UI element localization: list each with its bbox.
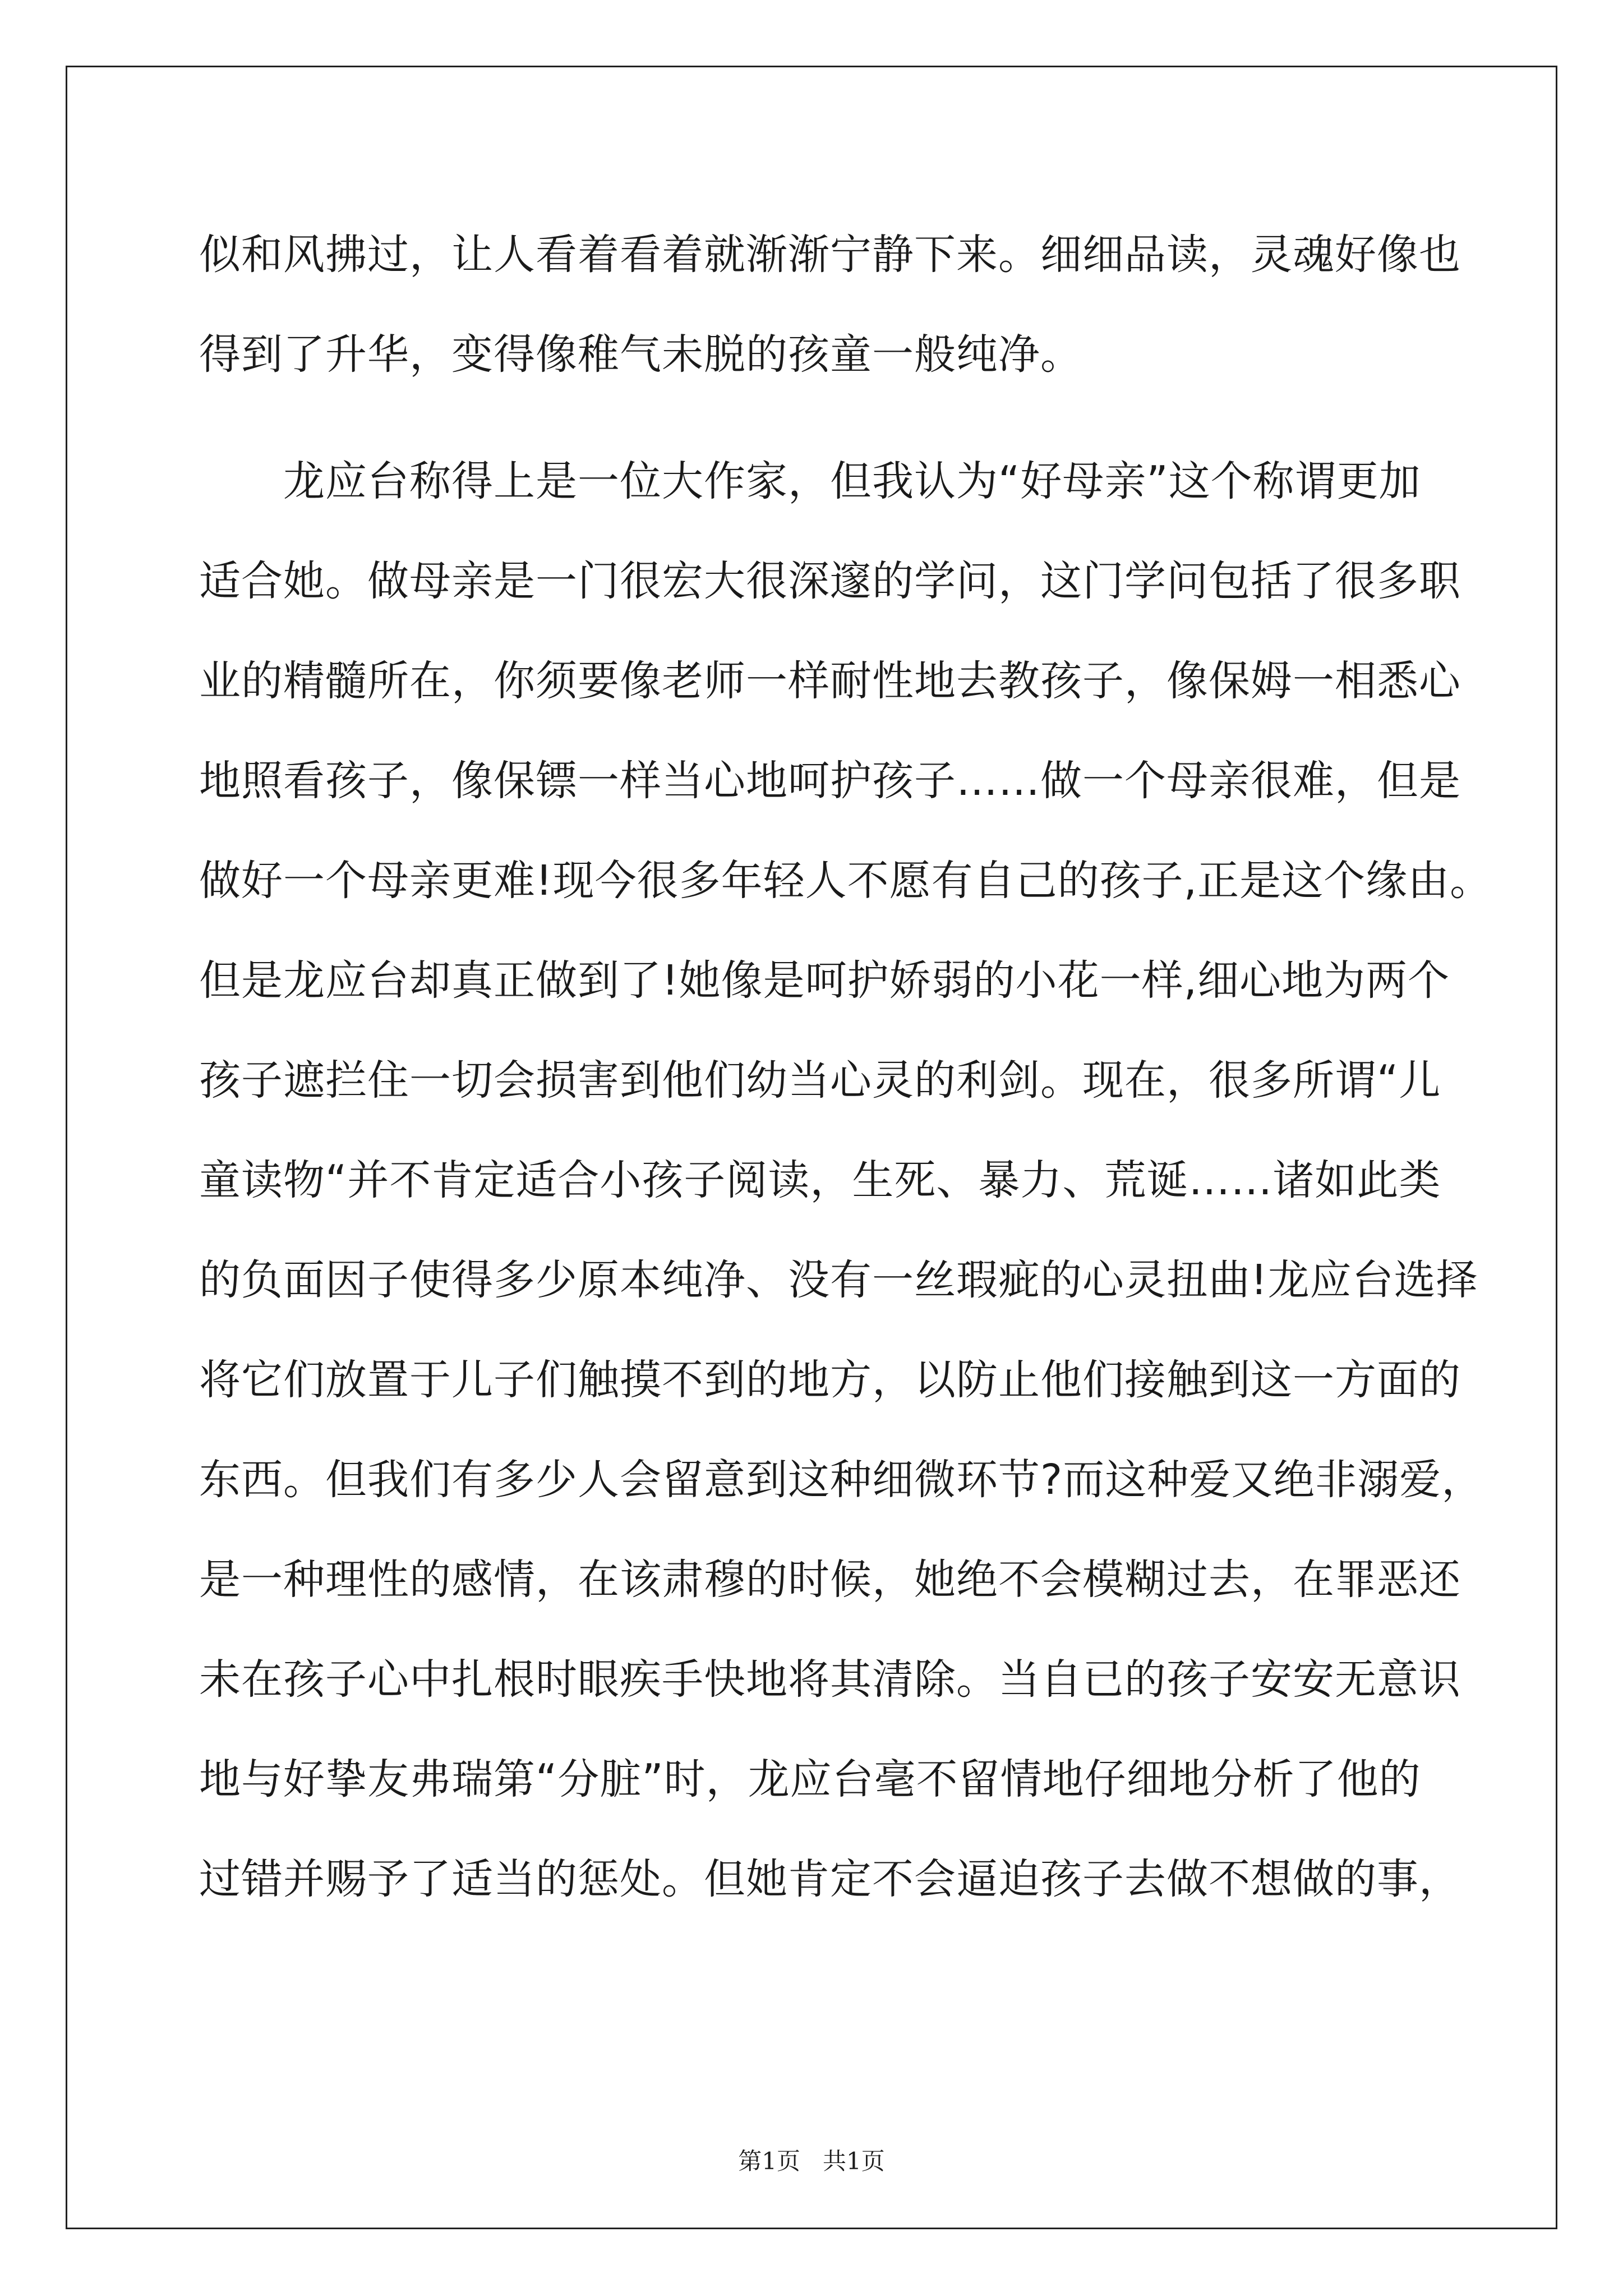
paragraph-1 (199, 205, 1461, 404)
text-line: 童读物“并不肯定适合小孩子阅读，生死、暴力、荒诞……诸如此类 (199, 1156, 1441, 1204)
text-line: 东西。但我们有多少人会留意到这种细微环节?而这种爱又绝非溺爱， (199, 1456, 1484, 1504)
text-line: 做好一个母亲更难!现今很多年轻人不愿有自己的孩子,正是这个缘由。 (199, 857, 1492, 905)
text-line: 是一种理性的感情，在该肃穆的时候，她绝不会模糊过去，在罪恶还 (199, 1556, 1461, 1604)
text-line: 得到了升华，变得像稚气未脱的孩童一般纯净。 (199, 330, 1082, 379)
text-line: 地与好挚友弗瑞第“分脏”时，龙应台毫不留情地仔细地分析了他的 (199, 1755, 1421, 1803)
page-number: 第1页 (738, 2147, 800, 2175)
document-body (199, 205, 1492, 1929)
text-line: 地照看孩子，像保镖一样当心地呵护孩子……做一个母亲很难，但是 (199, 757, 1461, 805)
text-line: 将它们放置于儿子们触摸不到的地方，以防止他们接触到这一方面的 (199, 1356, 1461, 1404)
text-line: 业的精髓所在，你须要像老师一样耐性地去教孩子，像保姆一相悉心 (199, 657, 1461, 705)
page-total: 共1页 (823, 2147, 885, 2175)
text-line: 但是龙应台却真正做到了!她像是呵护娇弱的小花一样,细心地为两个 (199, 956, 1450, 1005)
text-line: 过错并赐予了适当的惩处。但她肯定不会逼迫孩子去做不想做的事， (199, 1855, 1461, 1903)
text-line: 未在孩子心中扎根时眼疾手快地将其清除。当自已的孩子安安无意识 (199, 1655, 1461, 1704)
text-line: 适合她。做母亲是一门很宏大很深邃的学问，这门学问包括了很多职 (199, 557, 1461, 605)
text-line: 龙应台称得上是一位大作家，但我认为“好母亲”这个称谓更加 (283, 457, 1421, 505)
text-line: 似和风拂过，让人看着看着就渐渐宁静下来。细细品读，灵魂好像也 (199, 231, 1461, 279)
text-line: 的负面因子使得多少原本纯净、没有一丝瑕疵的心灵扭曲!龙应台选择 (199, 1256, 1478, 1304)
text-line: 孩子遮拦住一切会损害到他们幼当心灵的利剑。现在，很多所谓“儿 (199, 1056, 1441, 1105)
paragraph-2 (199, 431, 1492, 1929)
page-footer (0, 2143, 1623, 2177)
